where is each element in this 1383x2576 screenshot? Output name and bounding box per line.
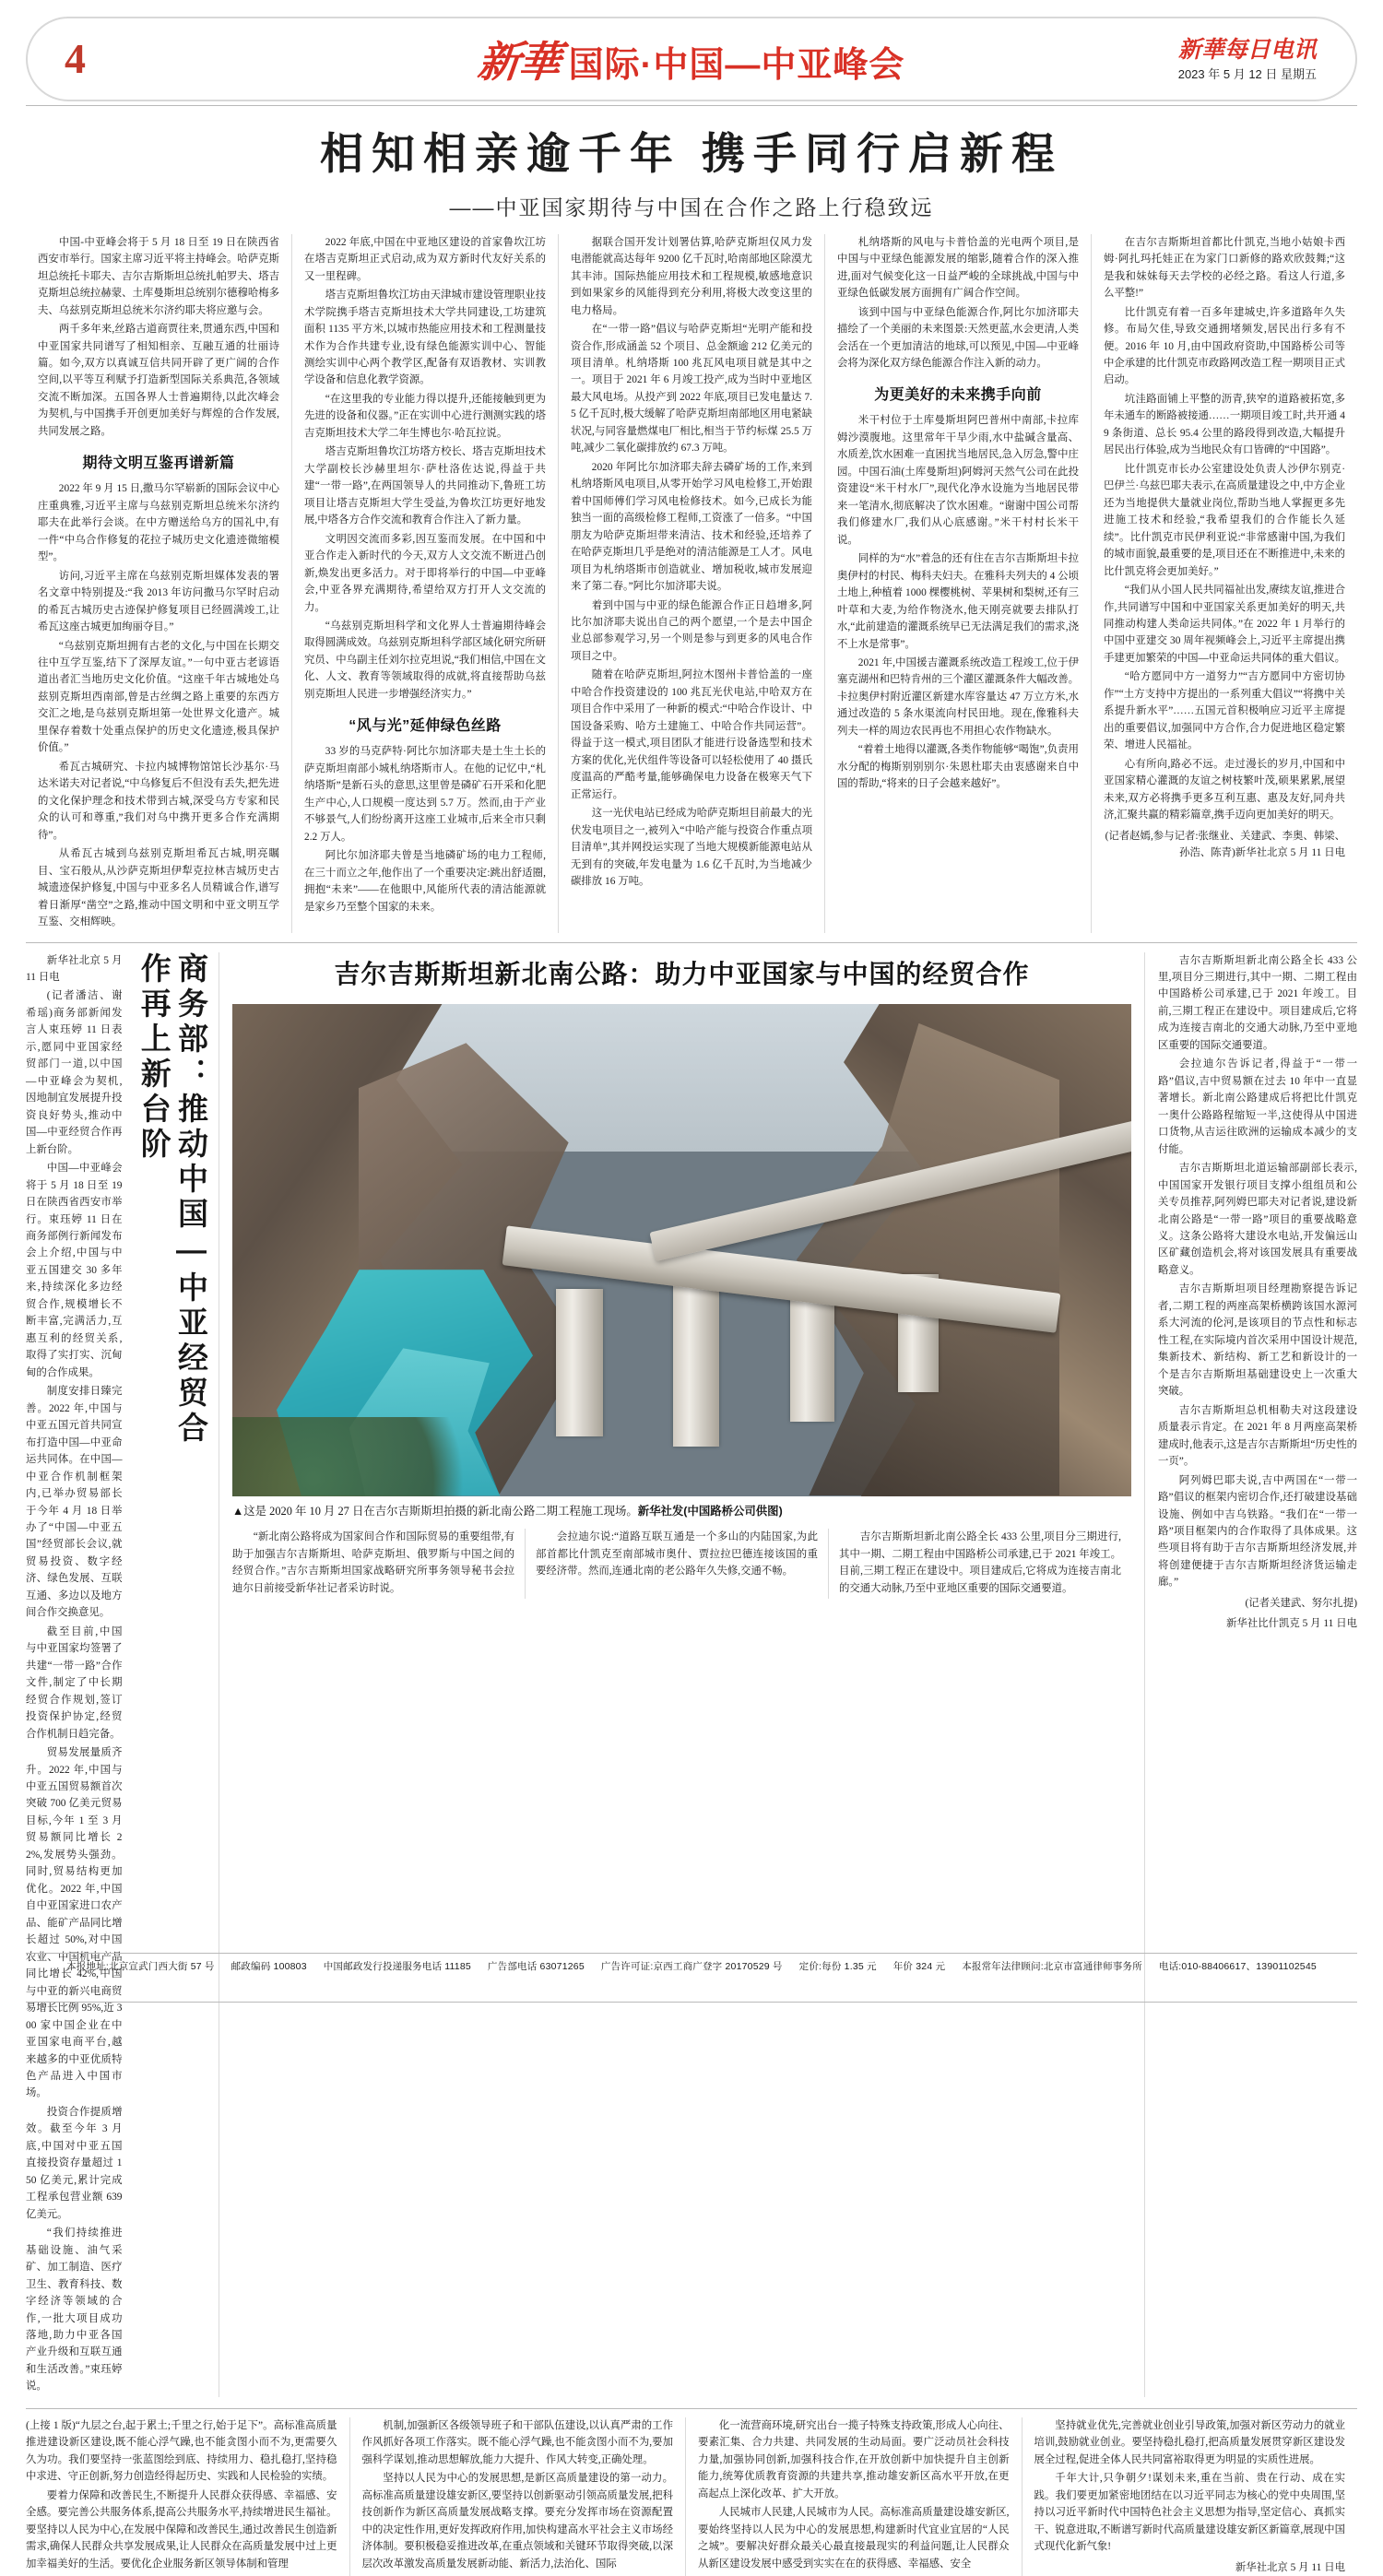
paragraph: 2021 年,中国援吉灌溉系统改造工程竣工,位于伊塞克湖州和巴特肯州的三个灌区灌溉条件大幅改善。卡拉奥伊村附近灌区新建水库容量达 47 万立方米,水通过改造的 5 条水渠流向村民田地。现在,像雅科夫列夫一样的周边农民再也不用担心农作物缺水。 [837,657,1079,737]
photo-bridge-pier [673,1280,720,1448]
paragraph: “在这里我的专业能力得以提升,还能接触到更为先进的设备和仪器。”正在实训中心进行测测实践的塔吉克斯坦技术大学二年生博也尔·哈瓦拉说。 [304,393,546,439]
paragraph: 比什凯克市长办公室建设处负责人沙伊尔别克·巴伊兰·乌兹巴耶夫表示,在高质量建设之中,中方企业还为当地提供大量就业岗位,帮助当地人掌握更多先进施工技术和经验,“我希望我们的合作能长久延续”。比什凯克市民伊利亚说:“非常感谢中国,为我们的城市面貌,最重要的是,项目还在不断推进中,未来的比什凯克将会更加美好。” [1104,463,1345,577]
jump-label [26,2417,337,2486]
jump-label-text: (上接 1 版) [26,2419,76,2431]
photo-story-column-2 [525,1529,828,1599]
paragraph: 2022 年底,中国在中亚地区建设的首家鲁坎江坊在塔吉克斯坦正式启动,成为双方新时代友好关系的又一里程碑。 [304,236,546,282]
photo-story-byline: (记者关建武、努尔扎提) [1245,1597,1357,1609]
paragraph: 札纳塔斯的风电与卡普恰盖的光电两个项目,是中国与中亚绿色能源发展的缩影,随着合作的深入推进,面对气候变化这一日益严峻的全球挑战,中国与中亚绿色低碳发展方面拥有广阔合作空间。 [837,236,1079,300]
paragraph: 会拉迪尔告诉记者,得益于“一带一路”倡议,吉中贸易额在过去 10 年中一直显著增长。新北南公路建成后将把比什凯克一奥什公路路程缩短一半,这使得从中国进口货物,从吉运往欧洲的运输成本减少的支付能。 [1158,1058,1357,1155]
paragraph: 吉尔吉斯斯坦新北南公路全长 433 公里,项目分三期进行,其中一期、二期工程由中国路桥公司承建,已于 2021 年竣工。目前,三期工程正在建设中。项目建成后,它将成为连接吉南北的交通大动脉,乃至中亚地区重要的国际交通要道。 [839,1531,1121,1594]
footer-info [26,1954,1357,1978]
lower-section [26,952,1357,2397]
jump-dateline: 新华社北京 5 月 11 日电 [1235,2561,1345,2573]
paragraph: 比什凯克有着一百多年建城史,许多道路年久失修。布局欠佳,导致交通拥堵频发,居民出行多有不便。2016 年 10 月,由中国政府资助,中国路桥公司等中企承建的比什凯克市政路网改造工程一期项目正式启动。 [1104,306,1345,386]
paragraph: 米干村位于土库曼斯坦阿巴普州中南部,卡拉库姆沙漠腹地。这里常年干旱少雨,水中盐碱含量高、水质差,饮水困难一直困扰当地居民,急入厉急,警中庄园。中国石油(土库曼斯坦)阿姆河天然气公司在此投资建设“米干村水厂”,现代化净水设施为当地居民带来一笔清水,彻底解决了饮水困难。“谢谢中国公司帮我们修建水厂,我们从心底感谢。”米干村村长米干说。 [837,415,1079,546]
paragraph: 2022 年 9 月 15 日,撒马尔罕崭新的国际会议中心庄重典雅,习近平主席与乌兹别克斯坦总统米尔济约耶夫在此举行会谈。在中方赠送给乌方的国礼中,有一件“中乌合作修复的花拉子城历史文化遗迹微缩模型”。 [38,483,280,563]
jump-continuation-block [26,2417,1357,2576]
paragraph: 吉尔吉斯斯坦新北南公路全长 433 公里,项目分三期进行,其中一期、二期工程由中国路桥公司承建,已于 2021 年竣工。目前,三期工程正在建设中。项目建成后,它将成为连接吉南北的交通大动脉,乃至中亚地区重要的国际交通要道。 [1158,954,1357,1051]
paragraph: 阿比尔加济耶夫曾是当地磷矿场的电力工程师,在三十而立之年,他作出了一个重要决定:跳出舒适圈,拥抱“未来”——在他眼中,风能所代表的清洁能源就是家乡乃至整个国家的未来。 [304,850,546,913]
paragraph: “乌兹别克斯坦拥有古老的文化,与中国在长期交往中互学互鉴,结下了深厚友谊。”一句中亚古老谚语道出者汇当地历史文化价值。“这座千年古城地处乌兹别克斯坦西南部,曾是古丝绸之路上重要的东西方交汇之地,是乌兹别克斯坦第一处世界文化遗产。城里保存着数十处重点保护的历史文化遗迹,极具保护价值。” [38,640,279,754]
paragraph: 中国—中亚峰会将于 5 月 18 日至 19 日在陕西省西安市举行。束珏婷 11 日在商务部例行新闻发布会上介绍,中国与中亚五国建交 30 多年来,持续深化多边经贸合作,规模增长不断丰富,完满活力,互惠互利的经贸关系,取得了实打实、沉甸甸的合作成果。 [26,1163,123,1378]
footer-item: 定价:每份 1.35 元 [798,1961,877,1972]
paragraph: 要着力保障和改善民生,不断提升人民群众获得感、幸福感、安全感。要完善公共服务体系,提高公共服务水平,持续增进民生福祉。要坚持以人民为中心,在发展中保障和改善民生,通过改善民生创造新需求,确保人民群众共享发展成果,让人民群众在高质量发展中过上更加幸福美好的生活。要优化企业服务新区领导体制和管理 [26,2489,337,2570]
paragraph: 坑洼路面铺上平整的沥青,狭窄的道路被拓宽,多年未通车的断路被接通……一期项目竣工时,共开通 49 条街道、总长 95.4 公里的路段得到改造,大幅提升居民出行体验,成为当地民众有口皆碑的“中国路”。 [1104,393,1345,456]
paragraph: 在吉尔吉斯斯坦首都比什凯克,当地小姑娘卡西姆·阿扎玛托娃正在为家门口新修的路欢欣鼓舞;“这是我和妹妹每天去学校的必经之路。看这人行道,多么平整!” [1104,236,1345,300]
paragraph: 坚持就业优先,完善就业创业引导政策,加强对新区劳动力的就业培训,鼓励就业创业。要坚持稳扎稳打,把高质量发展贯穿新区建设发展全过程,促进全体人民共同富裕取得更为明显的实质性进展。 [1034,2419,1345,2465]
paragraph: 化一流营商环境,研究出台一揽子特殊支持政策,形成人心向往、要素汇集、合力共建、共同发展的生动局面。要广泛动员社会科技力量,加强协同创新,加强科技合作,在开放创新中加快提升自主创新能力,统筹优质教育资源的共建共享,推动雄安新区高水平开放,在更高起点上深化改革、扩大开放。 [698,2419,1010,2499]
paragraph: 心有所向,路必不远。走过漫长的岁月,中国和中亚国家精心灌溉的友谊之树枝繁叶茂,硕果累累,展望未来,双方必将携手更多互利互惠、惠及友好,同舟共济,汇聚共赢的精彩篇章,携手迈向更加美好的明天。 [1104,758,1345,821]
paragraph: 会拉迪尔说:“道路互联互通是一个多山的内陆国家,为此部首都比什凯克至南部城市奥什、贾拉拉巴德连接该国的重要经济带。然而,连通北南的老公路年久失修,交通不畅。 [536,1531,818,1578]
paragraph: 人民城市人民建,人民城市为人民。高标准高质量建设雄安新区,要始终坚持以人民为中心的发展思想,构建新时代宜业宜居的“人民之城”。要解决好群众最关心最直接最现实的利益问题,让人民群众从新区建设发展中感受到实实在在的获得感、幸福感、安全 [698,2507,1010,2570]
lead-column-3 [558,234,824,933]
paragraph: 吉尔吉斯斯坦项目经理勘察提告诉记者,二期工程的两座高架桥横跨该国水源河系大河流的伦河,是该项目的节点性和标志性工程,在实际境内首次采用中国设计规范,集新技术、新结构、新工艺和新设计的一个是吉尔吉斯斯坦基础建设史上一次重大突破。 [1158,1283,1357,1398]
jump-first-paragraph: “九层之台,起于累土;千里之行,始于足下”。高标准高质量推进建设新区建设,既不能心浮气躁,也不能贪图小而不为,更需要久久为功。我们要坚持一张蓝图绘到底、持续用力、稳扎稳打,坚持稳中求进、守正创新,努力创造经得起历史、实践和人民检验的实绩。 [26,2419,337,2483]
newspaper-brand: 新華每日电讯 [1177,37,1317,63]
footer-item: 邮政编码 100803 [230,1961,307,1972]
paragraph: 访问,习近平主席在乌兹别克斯坦媒体发表的署名文章中特别提及:“我 2013 年访问撒马尔罕时启动的希瓦古城历史古迹保护修复项目已经圆满竣工,让希瓦这座古城更加绚丽夺目。” [38,570,279,633]
paragraph: 贸易发展量质齐升。2022 年,中国与中亚五国贸易额首次突破 700 亿美元贸易目标,今年 1 至 3 月贸易额同比增长 22%,发展势头强劲。同时,贸易结构更加优化。2022 年,中国自中亚国家进口农产品、能矿产品同比增长超过 50%,对中国农业、中国机电产品同比增长 42%,中国与中亚的新兴电商贸易增长比例 95%,近 300 家中国企业在中亚国家电商平台,越来越多的中亚优质特色产品进入中国市场。 [26,1747,123,2099]
paragraph: “我们从小国人民共同福祉出发,赓续友谊,推进合作,共同谱写中国和中亚国家关系更加美好的明天,共同推动构建人类命运共同体。”在 2022 年 1 月举行的中国中亚建交 30 周年视频峰会上,习近平主席提出携手建更加繁荣的中国—中亚命运共同体的重大倡议。 [1104,585,1345,664]
paragraph: “哈方愿同中方一道努力”“吉方愿同中方密切协作”“土方支持中方提出的一系列重大倡议”“将携中关系提升新水平”……五国元首积极响应习近平主席提出的重要倡议,加强同中方合作,合力促进地区稳定繁荣、增进人民福祉。 [1104,671,1345,751]
footer-item: 广告部电话 63071265 [487,1961,585,1972]
paragraph: 千年大计,只争朝夕!谋划未来,重在当前、贵在行动、成在实践。我们要更加紧密地团结在以习近平同志为核心的党中央周围,坚持以习近平新时代中国特色社会主义思想为指导,坚定信心、真抓实干、锐意进取,不断谱写新时代高质量建设雄安新区新篇章,展现中国式现代化新气象! [1034,2473,1345,2553]
footer-item: 广告许可证:京西工商广登字 20170529 号 [600,1961,783,1972]
lead-column-5 [1091,234,1357,933]
paragraph: (记者潘洁、谢希瑶)商务部新闻发言人束珏婷 11 日表示,愿同中亚国家经贸部门一道,以中国—中亚峰会为契机,因地制宜发展提升投资良好势头,推动中国—中亚经贸合作再上新台阶。 [26,990,123,1155]
section-divider-bottom [26,2408,1357,2409]
photo-story-headline: 吉尔吉斯斯坦新北南公路：助力中亚国家与中国的经贸合作 [334,959,1030,988]
paragraph: 截至目前,中国与中亚国家均签署了共建“一带一路”合作文件,制定了中长期经贸合作规划,签订投资保护协定,经贸合作机制日趋完备。 [26,1625,123,1740]
masthead-section-title: 国际·中国—中亚峰会 [568,46,905,85]
section-subheading: “风与光”延伸绿色丝路 [349,718,502,735]
issue-date: 2023 年 5 月 12 日 星期五 [1177,67,1317,81]
footer-item: 中国邮政发行投递服务电话 11185 [323,1961,471,1972]
photo-story-column-3 [828,1529,1131,1599]
vertical-story-text [26,952,128,2397]
jump-column-2 [349,2417,686,2576]
photo-caption-row [232,1503,1131,1520]
paragraph: 随着在哈萨克斯坦,阿拉木图州卡普恰盖的一座中哈合作投资建设的 100 兆瓦光伏电站,中哈双方在项目合作中采用了一种新的模式:“中哈合作设计、中国设备采购、哈方土建施工、中哈合作共同运营”。得益于这一模式,项目团队才能进行设备选型和技术方案的优化,光伏组件等设备可以轻松使用了 40 摄氏度温高的严酷考量,能够确保电力设备在极寒天气下正常运行。 [571,669,812,800]
paragraph: 该到中国与中亚绿色能源合作,阿比尔加济耶夫描绘了一个美丽的未来图景:天然更蓝,水会更清,人类会活在一个更加清洁的地球,可以预见,中国—中亚峰会将为深化双方绿色能源合作注入新的动力。 [837,306,1079,369]
paragraph: 机制,加强新区各级领导班子和干部队伍建设,以认真严肃的工作作风抓好各项工作落实。既不能心浮气躁,也不能贪图小而不为,要加强科学谋划,推动思想解放,能力大提升、作风大转变,正确处理。 [361,2419,673,2465]
paragraph: 在“一带一路”倡议与哈萨克斯坦“光明产能和投资合作,形成涵盖 52 个项目、总金额逾 212 亿美元的项目清单。札纳塔斯 100 兆瓦风电项目就是其中之一。项目于 2021 年 6 月竣工投产,成为当时中亚地区最大风电场。从投产到 2022 年底,项目已发电量达 7.5 亿千瓦时,极大缓解了哈萨克斯坦南部地区用电紧缺状况,与同容量燃煤电厂相比,相当于节约标煤 25.5 万吨,减少二氧化碳排放约 67.3 万吨。 [571,324,812,455]
lead-subheadline: ——中亚国家期待与中国在合作之路上行稳致远 [449,195,934,219]
paragraph: “乌兹别克斯坦科学和文化界人士普遍期待峰会取得圆满成效。乌兹别克斯坦科学部区域化研究所研究员、中乌副主任刘尔拉克坦说,“我们相信,中国在文化、人文、教育等领域取得的成就,将直接帮助乌兹别克斯坦人民进一步增强经济实力。” [304,620,546,700]
jump-column-1 [26,2417,349,2576]
jump-column-3 [685,2417,1022,2576]
news-photo [232,1004,1131,1496]
paragraph: 吉尔吉斯斯坦北道运输部副部长表示,中国国家开发银行项目支撑小组组员和公关专员推荐,阿列姆巴耶夫对记者说,建设新北南公路是“一带一路”项目的重要战略意义。这条公路将大建设水电站,开发偏远山区矿藏创造机会,将对该国发展具有重要战略意义。 [1158,1163,1357,1276]
photo-story-column-1 [232,1529,525,1599]
article-byline: (记者赵嫣,参与记者:张继业、关建武、李奥、韩梁、孙浩、陈青)新华社北京 5 月 11 日电 [1105,830,1345,858]
paragraph: 坚持以人民为中心的发展思想,是新区高质量建设的第一动力。高标准高质量建设雄安新区,要坚持以创新驱动引领高质量发展,把科技创新作为新区高质量发展战略支撑。要充分发挥市场在资源配置中的决定性作用,更好发挥政府作用,加快构建高水平社会主义市场经济体制。要积极稳妥推进改革,在重点领域和关键环节取得突破,以深层次改革激发高质量发展新动能、新活力,法治化、国际 [361,2473,673,2570]
paragraph: 吉尔吉斯斯坦总机相勒夫对这段建设质量表示肯定。在 2021 年 8 月两座高架桥建成时,他表示,这是吉尔吉斯斯坦“历史性的一页”。 [1158,1404,1357,1468]
masthead [26,17,1357,101]
section-subheading: 为更美好的未来携手向前 [874,387,1042,404]
paragraph: 着到中国与中亚的绿色能源合作正日趋增多,阿比尔加济耶夫说出自己的两个愿望,一个是去中国企业总部参观学习,另一个则是参与到更多的风电合作项目之中。 [571,599,812,662]
photo-caption-text: ▲这是 2020 年 10 月 27 日在吉尔吉斯斯坦拍摄的新北南公路二期工程施工现场。 [232,1504,638,1518]
paragraph: 同样的为“水”着急的还有住在吉尔吉斯斯坦卡拉奥伊村的村民、梅科夫妇夫。在雅科夫列夫的 4 公顷土地上,种植着 1000 棵樱桃树、苹果树和梨树,还有三叶草和大麦,为给作物浇水,他天刚亮就要去排队打水,“此前建造的灌溉系统早已无法满足我们的需求,浇不上水是常事”。 [837,553,1079,650]
photo-story-right-column [1145,952,1357,2397]
section-divider-middle [26,942,1357,943]
paragraph: “新北南公路将成为国家间合作和国际贸易的重要组带,有助于加强吉尔吉斯斯坦、哈萨克斯坦、俄罗斯与中国之间的经贸合作。”吉尔吉斯斯坦国家战略研究所事务领导秘书会拉迪尔日前接受新华社记者采访时说。 [232,1531,514,1594]
paragraph: “着着土地得以灌溉,各类作物能够“喝饱”,负责用水分配的梅斯别别别尔·朱恩杜耶夫由衷感谢来自中国的帮助,“将来的日子会越来越好”。 [837,744,1079,790]
dateline: 新华社北京 5 月 11 日电 [26,954,123,983]
photo-credit: 新华社发(中国路桥公司供图) [637,1504,783,1518]
vertical-story-headline: 商务部：推动中国—中亚经贸合作再上新台阶 [136,951,208,1447]
photo-story-columns [232,1529,1131,1599]
paragraph: 塔吉克斯坦鲁坎江坊由天津城市建设管理职业技术学院携手塔吉克斯坦技术大学共同建设,工坊建筑面积 1135 平方米,以城市热能应用技术和工程测量技术作为合作共建专业,设有绿色能源实训中心、智能测绘实训中心两个教学区,配备有双语教材、实训教学设备和信息化教学资源。 [304,290,547,386]
footer-item: 电话:010-88406617、13901102545 [1158,1961,1317,1972]
paragraph: 从希瓦古城到乌兹别克斯坦希瓦古城,明亮瞩目、宝石般从,从沙萨克斯坦伊犁克拉林吉城历史古城遗迹保护修复,中国与中亚多名人员精诚合作,谱写着日渐厚“凿空”之路,推动中国文明和中亚文明互学互鉴、交相辉映。 [38,848,279,928]
footer-item: 本报常年法律顾问:北京市富通律师事务所 [962,1961,1142,1972]
paragraph: 33 岁的马克萨特·阿比尔加济耶夫是土生土长的萨克斯坦南部小城札纳塔斯市人。在他的记忆中,“札纳塔斯”是新石头的意思,这里曾是磷矿石开采和化肥生产中心,人口规模一度达到 5.7 万。然而,由于产业不够景气,人们纷纷离开这座工业城市,后来全市只剩 2.2 万人。 [304,746,546,843]
photo-story-package [219,952,1145,2397]
paragraph: 文明因交流而多彩,因互鉴而发展。在中国和中亚合作走入新时代的今天,双方人文交流不断迸凸创新,焕发出更多活力。对于即将举行的中国—中亚峰会,中亚各界充满期待,希望给双方打开人文交流的力。 [304,533,546,613]
paragraph: 阿列姆巴耶夫说,吉中两国在“一带一路”倡议的框架内密切合作,还打破建设基础设施、例如中吉乌铁路。“我们在“一带一路”项目框架内的合作取得了具体成果。这些项目将有助于吉尔吉斯斯坦经济发展,并将创建便捷于吉尔吉斯斯坦经济货运输走廊。” [1158,1474,1357,1589]
footer-item: 年价 324 元 [892,1961,946,1972]
paragraph: 2020 年阿比尔加济耶夫辞去磷矿场的工作,来到札纳塔斯风电项目,从零开始学习风电检修工,开始跟着中国师傅们学习风电检修技术。如今,已成长为能独当一面的高级检修工程师,工资涨了一倍多。“中国朋友为哈萨克斯坦带来清洁、技术和经验,还培养了在哈萨克斯坦几乎是绝对的清洁能源是工人才。风电项目为札纳塔斯市创造就业、增加税收,城市发展迎来了第二春。”阿比尔加济耶夫说。 [571,461,812,593]
footer-divider-bottom [26,2002,1357,2003]
masthead-divider [26,105,1357,106]
paragraph: 投资合作提质增效。截至今年 3 月底,中国对中亚五国直接投资存量超过 150 亿美元,累计完成工程承包营业额 639 亿美元。 [26,2106,123,2220]
masthead-title-group [475,29,905,89]
xinhua-logo: 新華 [475,39,561,86]
paragraph: 两千多年来,丝路古道商贾往来,贯通东西,中国和中亚国家共同谱写了相知相亲、互融互通的壮丽诗篇。如今,双方以真诚互信共同开辟了更广阔的合作空间,以平等互利赋予打造新型国际关系典范,各领域交流不断加深。五国各界人士普遍期待,以此次峰会为契机,与中国携手开创更加美好与辉煌的合作发展,共同发展之路。 [38,324,279,437]
lead-story-columns [26,234,1357,933]
lead-column-2 [291,234,558,933]
photo-vegetation [232,1417,502,1495]
photo-bridge-pier [556,1289,603,1436]
paragraph: 这一光伏电站已经成为哈萨克斯坦目前最大的光伏发电项目之一,被列入“中哈产能与投资合作重点项目清单”,其并网投运实现了当地大规模新能源电站从无到有的突破,年发电量为 1.6 亿千瓦时,为当地减少碳排放 16 万吨。 [571,808,813,888]
photo-story-dateline: 新华社比什凯克 5 月 11 日电 [1226,1618,1357,1630]
paragraph: 希瓦古城研究、卡拉内城博物馆馆长沙基尔·马达米诺夫对记者说,“中乌修复后不但没有丢失,把先进的文化保护理念和技术带到古城,深受乌方专家和民众的认可和尊重,”我们对乌中携开更多合作充满期待”。 [38,761,279,841]
vertical-story-package [26,952,219,2397]
paragraph: “我们持续推进基础设施、油气采矿、加工制造、医疗卫生、教育科技、数字经济等领域的合作,一批大项目成功落地,助力中亚各国产业升级和互联互通和生活改善。”束珏婷说。 [26,2227,123,2393]
masthead-brand-group [1178,36,1317,83]
paragraph: 塔吉克斯坦鲁坎江坊塔方校长、塔吉克斯坦技术大学副校长沙赫里坦尔·萨杜洛佐达说,得益于共建“一带一路”,在两国领导人的共同推动下,鲁班工坊项目让塔吉克斯坦大学生受益,为鲁坎江坊更好地发展,中塔各方合作交流和教育合作注入了新力量。 [304,446,547,526]
jump-column-4 [1022,2417,1358,2576]
lead-column-1 [26,234,291,933]
page-number: 4 [65,35,86,82]
paragraph: 中国-中亚峰会将于 5 月 18 日至 19 日在陕西省西安市举行。国家主席习近平将主持峰会。哈萨克斯坦总统托卡耶夫、吉尔吉斯斯坦总统扎帕罗夫、塔吉克斯坦总统拉赫蒙、土库曼斯坦总统别尔德穆哈梅多夫、乌兹别克斯坦总统米尔济约耶夫将应邀与会。 [38,236,279,316]
paragraph: 制度安排日臻完善。2022 年,中国与中亚五国元首共同宣布打造中国—中亚命运共同体。在中国—中亚合作机制框架内,已举办贸易部长于今年 4 月 18 日举办了“中国—中亚五国”经贸部长会议,就贸易投资、数字经济、绿色发展、互联互通、多边以及地方间合作交换意见。 [26,1386,123,1619]
paragraph: 据联合国开发计划署估算,哈萨克斯坦仅风力发电潜能就高达每年 9200 亿千瓦时,哈南部地区除漠尤其丰沛。国际热能应用技术和工程规模,敏感地意识到如果家乡的风能得到充分利用,将极大改变这里的电力格局。 [571,236,812,316]
footer [26,1953,1357,2003]
lead-headline: 相知相亲逾千年 携手同行启新程 [319,129,1064,178]
lead-column-4 [824,234,1091,933]
section-subheading: 期待文明互鉴再谱新篇 [82,455,235,472]
footer-item: 本报地址:北京宣武门西大街 57 号 [66,1961,215,1972]
